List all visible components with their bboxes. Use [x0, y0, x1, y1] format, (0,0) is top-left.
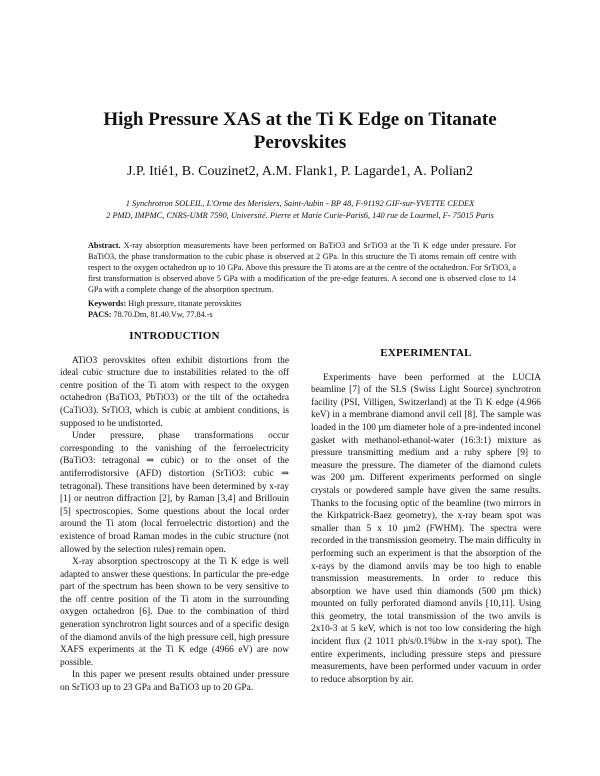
intro-paragraph-4: In this paper we present results obtained under pressure on SrTiO3 up to 23 GPa and BaTiO3 up to 20 GPa. — [60, 670, 289, 694]
abstract-label: Abstract. — [88, 241, 121, 250]
intro-paragraph-3: X-ray absorption spectroscopy at the Ti K edge is well adapted to answer these questions. In particular the pre-edge part of the spectrum has been shown to be very sensitive to the off centre position of the Ti atom in the surrounding oxygen octahedron [6]. Due to the combination of third generation synchrotron light sources and of a specific design of the diamond anvils of the high pressure cell, high pressure XAFS experiments at the Ti K edge (4966 eV) are now possible. — [60, 557, 289, 668]
experimental-heading: EXPERIMENTAL — [380, 347, 472, 359]
abstract — [88, 240, 516, 295]
pacs-line — [88, 309, 516, 320]
introduction-heading: INTRODUCTION — [129, 330, 220, 342]
affiliation-2: 2 PMD, IMPMC, CNRS-UMR 7590, Université. Pierre et Marie Curie-Paris6, 140 rue de Lourmel, F- 75015 Paris — [106, 211, 494, 220]
author-list: J.P. Itié1, B. Couzinet2, A.M. Flank1, P. Lagarde1, A. Polian2 — [126, 164, 474, 179]
intro-paragraph-1: ATiO3 perovskites often exhibit distortions from the ideal cubic structure due to instabilities related to the off centre position of the Ti atom with respect to the oxygen octahedron (BaTiO3, PbTiO3) or the tilt of the octahedra (CaTiO3). SrTiO3, which is cubic at ambient conditions, is supposed to be undistorted. — [60, 355, 289, 429]
keywords-block — [88, 298, 516, 320]
intro-paragraph-2: Under pressure, phase transformations occur corresponding to the vanishing of the ferroelectricity (BaTiO3: tetragonal ⇒ cubic) or to the onset of the antiferrodistorsive (AFD) distortion (SrTiO3: cubic ⇒ tetragonal). These transitions have been determined by x-ray [1] or neutron diffraction [2], by Raman [3,4] and Brillouin [5] spectroscopies. Some questions about the local order around the Ti atom (local ferroelectric distortion) and the existence of broad Raman modes in the cubic structure (not allowed by the selection rules) remain open. — [60, 431, 289, 555]
affiliation-1: 1 Synchrotron SOLEIL, L'Orme des Merisiers, Saint-Aubin - BP 48, F-91192 GIF-sur-YVETTE CEDEX — [125, 199, 475, 208]
abstract-text: X-ray absorption measurements have been performed on BaTiO3 and SrTiO3 at the Ti K edge under pressure. For BaTiO3, the phase transformation to the cubic phase is observed at 2 GPa. In this structure the Ti atoms remain off centre with respect to the oxygen octahedron up to 10 GPa. Above this pressure the Ti atoms are at the centre of the octahedron. For SrTiO3, a first transformation is observed above 5 GPa with a modification of the pre-edge features. A second one is observed close to 14 GPa with a complete change of the absorption spectrum. — [88, 241, 516, 294]
introduction-section — [60, 330, 289, 695]
pacs-text: 78.70.Dm, 81.40.Vw, 77.84.-s — [113, 310, 213, 319]
paper-title: High Pressure XAS at the Ti K Edge on Titanate Perovskites — [103, 109, 497, 153]
pacs-label: PACS: — [88, 310, 112, 319]
keywords-line — [88, 298, 516, 309]
experimental-section — [311, 347, 541, 686]
exp-paragraph-1: Experiments have been performed at the LUCIA beamline [7] of the SLS (Swiss Light Source) synchrotron facility (PSI, Villigen, Switzerland) at the Ti K edge (4.966 keV) in a membrane diamond anvil cell [8]. The sample was loaded in the 100 µm diameter hole of a pre-indented inconel gasket with methanol-ethanol-water (16:3:1) mixture as pressure transmitting medium and a ruby sphere [9] to measure the pressure. The diameter of the diamond culets was 200 µm. Different experiments performed on single crystals or powdered sample have given the same results. Thanks to the focusing optic of the beamline (two mirrors in the Kirkpatrick-Baez geometry), the x-ray beam spot was smaller than 5 x 10 µm2 (FWHM). The spectra were recorded in the transmission geometry. The main difficulty in performing such an experiment is that the absorption of the x-rays by the diamond anvils may be too high to enable transmission measurements. In order to reduce this absorption we have used thin diamonds (500 µm thick) mounted on fully perforated diamond anvils [10,11]. Using this geometry, the total transmission of the two anvils is 2x10-3 at 5 keV, which is not too low considering the high incident flux (2 1011 ph/s/0.1%bw in the x-ray spot). The entire experiments, including pressure steps and pressure measurements, have been performed under vacuum in order to reduce absorption by air. — [311, 372, 541, 685]
affiliations — [30, 198, 570, 222]
keywords-label: Keywords: — [88, 299, 127, 308]
keywords-text: High pressure, titanate perovskites — [128, 299, 242, 308]
